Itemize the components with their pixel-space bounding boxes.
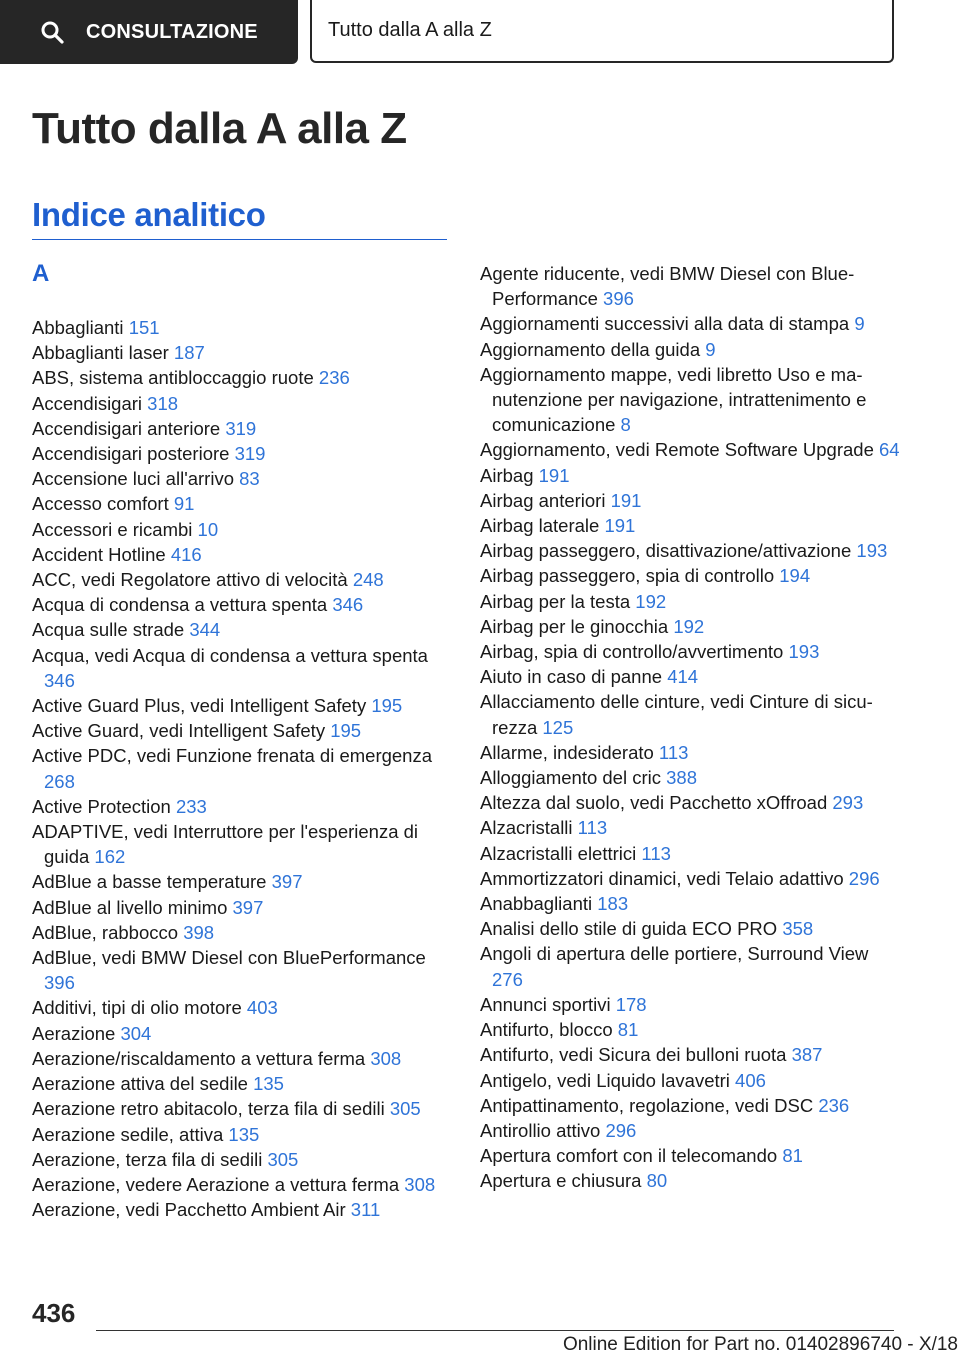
entry-page-link[interactable]: 194 bbox=[779, 565, 811, 587]
entry-page-link[interactable]: 192 bbox=[635, 590, 667, 612]
entry-text: Aggiornamenti successivi alla data di stampa bbox=[480, 313, 850, 335]
entry-text: Accident Hotline bbox=[32, 543, 166, 565]
entry-text: Active Guard, vedi Intelligent Safety bbox=[32, 720, 326, 742]
breadcrumb: Tutto dalla A alla Z bbox=[328, 19, 492, 41]
entry-text: Alzacristalli elettrici bbox=[480, 842, 637, 864]
entry-text: Acqua sulle strade bbox=[32, 619, 185, 641]
entry-text: Antipattinamento, regolazione, vedi DSC bbox=[480, 1094, 814, 1116]
entry-page-link[interactable]: 83 bbox=[239, 468, 260, 490]
entry-page-link[interactable]: 9 bbox=[705, 338, 716, 360]
entry-page-link[interactable]: 293 bbox=[832, 792, 864, 814]
entry-text: Ammortizzatori dinamici, vedi Telaio adattivo bbox=[480, 867, 844, 889]
entry-page-link[interactable]: 192 bbox=[673, 615, 705, 637]
index-entry bbox=[32, 895, 452, 920]
index-entry bbox=[480, 362, 900, 438]
entry-text: Aerazione retro abitacolo, terza fila di sedili bbox=[32, 1098, 385, 1120]
entry-page-link[interactable]: 191 bbox=[604, 515, 636, 537]
index-entry bbox=[480, 1068, 900, 1093]
index-entry bbox=[32, 1021, 452, 1046]
entry-page-link[interactable]: 318 bbox=[147, 392, 179, 414]
entry-page-link[interactable]: 178 bbox=[615, 993, 647, 1015]
index-entry bbox=[480, 463, 900, 488]
entry-page-link[interactable]: 80 bbox=[646, 1170, 668, 1192]
entry-page-link[interactable]: 319 bbox=[225, 417, 257, 439]
entry-page-link[interactable]: 403 bbox=[246, 997, 278, 1019]
index-entry bbox=[32, 542, 452, 567]
index-entry bbox=[480, 689, 900, 739]
index-entry bbox=[480, 1118, 900, 1143]
index-entry bbox=[32, 441, 452, 466]
index-entry bbox=[480, 538, 900, 563]
index-entry bbox=[480, 311, 900, 336]
entry-page-link[interactable]: 135 bbox=[228, 1123, 260, 1145]
index-entry bbox=[32, 869, 452, 894]
entry-page-link[interactable]: 183 bbox=[597, 893, 629, 915]
index-entry bbox=[32, 920, 452, 945]
index-entry bbox=[32, 819, 452, 869]
index-entry bbox=[32, 592, 452, 617]
entry-text: Active Guard Plus, vedi Intelligent Safety bbox=[32, 695, 367, 717]
entry-page-link[interactable]: 8 bbox=[620, 414, 631, 436]
index-entry bbox=[32, 995, 452, 1020]
index-entry bbox=[32, 1096, 452, 1121]
entry-page-link[interactable]: 236 bbox=[818, 1094, 850, 1116]
entry-page-link[interactable]: 387 bbox=[791, 1044, 823, 1066]
entry-page-link[interactable]: 81 bbox=[782, 1145, 803, 1167]
entry-page-link[interactable]: 248 bbox=[352, 569, 384, 591]
entry-page-link[interactable]: 64 bbox=[879, 439, 900, 461]
entry-page-link[interactable]: 113 bbox=[641, 842, 671, 864]
index-entry bbox=[32, 1122, 452, 1147]
index-entry bbox=[32, 567, 452, 592]
entry-page-link[interactable]: 346 bbox=[332, 594, 364, 616]
entry-page-link[interactable]: 151 bbox=[128, 317, 160, 338]
entry-text: Active PDC, vedi Funzione frenata di emergenza bbox=[32, 745, 433, 767]
entry-text: Accendisigari anteriore bbox=[32, 417, 221, 439]
entry-text: AdBlue a basse temperature bbox=[32, 871, 267, 893]
entry-page-link[interactable]: 191 bbox=[610, 489, 642, 511]
entry-page-link[interactable]: 125 bbox=[542, 716, 574, 738]
entry-page-link[interactable]: 193 bbox=[856, 540, 888, 562]
entry-text: Aerazione, vedi Pacchetto Ambient Air bbox=[32, 1199, 346, 1221]
search-icon bbox=[40, 19, 66, 45]
entry-text: Accessori e ricambi bbox=[32, 518, 193, 540]
entry-page-link[interactable]: 308 bbox=[370, 1047, 402, 1069]
entry-text: Allacciamento delle cinture, vedi Cinture di sicurezza bbox=[480, 691, 873, 738]
entry-text: Additivi, tipi di olio motore bbox=[32, 997, 242, 1019]
index-entry bbox=[480, 841, 900, 866]
index-column-right bbox=[480, 261, 900, 1194]
entry-text: Altezza dal suolo, vedi Pacchetto xOffroad bbox=[480, 792, 828, 814]
entry-text: Allarme, indesiderato bbox=[480, 741, 654, 763]
entry-page-link[interactable]: 414 bbox=[667, 666, 699, 688]
entry-page-link[interactable]: 416 bbox=[170, 543, 202, 565]
index-entry bbox=[32, 1172, 452, 1197]
index-entry bbox=[480, 437, 900, 462]
section-title: Indice analitico bbox=[32, 196, 266, 233]
entry-text: Analisi dello stile di guida ECO PRO bbox=[480, 918, 778, 940]
entry-text: Acqua, vedi Acqua di condensa a vettura spenta bbox=[32, 644, 428, 666]
index-entry bbox=[32, 491, 452, 516]
entry-text: Alzacristalli bbox=[480, 817, 573, 839]
index-entry bbox=[32, 517, 452, 542]
entry-text: Accendisigari posteriore bbox=[32, 443, 230, 465]
index-entry bbox=[32, 743, 452, 793]
entry-text: Aggiornamento mappe, vedi libretto Uso e manutenzione per navigazione, intrattenimento e comunicazione bbox=[480, 363, 867, 436]
breadcrumb-tab[interactable] bbox=[310, 0, 894, 63]
index-entry bbox=[480, 589, 900, 614]
entry-text: Antifurto, vedi Sicura dei bulloni ruota bbox=[480, 1044, 787, 1066]
index-entry bbox=[480, 639, 900, 664]
entry-page-link[interactable]: 233 bbox=[175, 795, 207, 817]
entry-text: Airbag passeggero, spia di controllo bbox=[480, 565, 775, 587]
index-entry bbox=[480, 866, 900, 891]
index-entry bbox=[32, 1147, 452, 1172]
index-entry bbox=[480, 563, 900, 588]
entry-text: Airbag per le ginocchia bbox=[480, 615, 669, 637]
entry-text: Active Protection bbox=[32, 795, 171, 817]
entry-text: Aiuto in caso di panne bbox=[480, 666, 663, 688]
index-entry bbox=[480, 1093, 900, 1118]
entry-text: Annunci sportivi bbox=[480, 993, 611, 1015]
entry-page-link[interactable]: 81 bbox=[617, 1019, 639, 1041]
entry-page-link[interactable]: 308 bbox=[404, 1173, 436, 1195]
page-number: 436 bbox=[32, 1298, 76, 1328]
entry-text: AdBlue al livello minimo bbox=[32, 896, 228, 918]
index-entry bbox=[32, 365, 452, 390]
index-entry bbox=[32, 1071, 452, 1096]
entry-text: AdBlue, vedi BMW Diesel con BluePerformance bbox=[32, 947, 426, 969]
entry-text: Aggiornamento della guida bbox=[480, 338, 701, 360]
consultazione-tab[interactable] bbox=[0, 0, 298, 64]
entry-text: Aggiornamento, vedi Remote Software Upgrade bbox=[480, 439, 874, 461]
entry-text: Antigelo, vedi Liquido lavavetri bbox=[480, 1069, 730, 1091]
index-entry bbox=[480, 941, 900, 991]
entry-text: Abbaglianti laser bbox=[32, 342, 169, 364]
index-entry bbox=[480, 1042, 900, 1067]
entry-text: Agente riducente, vedi BMW Diesel con BluePerformance bbox=[480, 263, 855, 310]
index-entry bbox=[32, 340, 452, 365]
entry-page-link[interactable]: 193 bbox=[788, 641, 820, 663]
entry-text: Airbag, spia di controllo/avvertimento bbox=[480, 641, 784, 663]
entry-text: Aerazione sedile, attiva bbox=[32, 1123, 224, 1145]
entry-text: Abbaglianti bbox=[32, 317, 124, 338]
entry-text: Antifurto, blocco bbox=[480, 1019, 613, 1041]
entry-page-link[interactable]: 135 bbox=[253, 1073, 284, 1095]
entry-text: Anabbaglianti bbox=[480, 893, 593, 915]
entry-page-link[interactable]: 187 bbox=[173, 342, 205, 364]
entry-text: Accensione luci all'arrivo bbox=[32, 468, 234, 490]
index-entry bbox=[480, 261, 900, 311]
index-entry bbox=[480, 1168, 900, 1193]
index-entry bbox=[32, 643, 452, 693]
entry-page-link[interactable]: 276 bbox=[492, 968, 523, 990]
entry-page-link[interactable]: 191 bbox=[538, 464, 570, 486]
entry-page-link[interactable]: 396 bbox=[603, 288, 634, 310]
entry-page-link[interactable]: 236 bbox=[318, 367, 350, 389]
section-divider bbox=[32, 239, 447, 240]
entry-text: Aerazione, terza fila di sedili bbox=[32, 1148, 263, 1170]
index-entry bbox=[480, 790, 900, 815]
entry-text: ADAPTIVE, vedi Interruttore per l'esperienza di guida bbox=[32, 821, 419, 868]
entry-text: Antirollio attivo bbox=[480, 1119, 601, 1141]
index-entry bbox=[32, 718, 452, 743]
index-entry bbox=[32, 794, 452, 819]
entry-text: Aerazione, vedere Aerazione a vettura ferma bbox=[32, 1173, 400, 1195]
index-entry bbox=[480, 992, 900, 1017]
index-entry bbox=[480, 664, 900, 689]
index-entry bbox=[480, 614, 900, 639]
entry-page-link[interactable]: 304 bbox=[120, 1022, 152, 1044]
entry-page-link[interactable]: 319 bbox=[234, 443, 266, 465]
entry-page-link[interactable]: 10 bbox=[197, 518, 219, 540]
entry-page-link[interactable]: 91 bbox=[173, 493, 195, 515]
entry-page-link[interactable]: 406 bbox=[735, 1069, 766, 1091]
entry-page-link[interactable]: 296 bbox=[605, 1119, 637, 1141]
footer-edition: Online Edition for Part no. 01402896740 - X/18 bbox=[562, 1334, 958, 1355]
entry-text: Aerazione bbox=[32, 1022, 116, 1044]
entry-page-link[interactable]: 358 bbox=[782, 918, 814, 940]
index-letter: A bbox=[32, 260, 50, 287]
footer-divider bbox=[96, 1330, 894, 1331]
entry-text: Apertura comfort con il telecomando bbox=[480, 1145, 778, 1167]
entry-page-link[interactable]: 268 bbox=[44, 770, 75, 792]
entry-page-link[interactable]: 296 bbox=[848, 867, 880, 889]
entry-page-link[interactable]: 195 bbox=[371, 695, 403, 717]
index-entry bbox=[480, 1017, 900, 1042]
index-entry bbox=[480, 891, 900, 916]
entry-text: Alloggiamento del cric bbox=[480, 767, 661, 789]
entry-page-link[interactable]: 346 bbox=[44, 669, 75, 691]
index-entry bbox=[32, 617, 452, 642]
index-entry bbox=[480, 488, 900, 513]
entry-page-link[interactable]: 397 bbox=[271, 871, 303, 893]
entry-page-link[interactable]: 113 bbox=[577, 817, 608, 839]
index-entry bbox=[480, 765, 900, 790]
consultazione-label: CONSULTAZIONE bbox=[86, 20, 258, 43]
top-navigation-bar bbox=[0, 0, 960, 66]
index-entry bbox=[480, 1143, 900, 1168]
entry-page-link[interactable]: 397 bbox=[232, 896, 264, 918]
entry-text: Airbag anteriori bbox=[480, 489, 606, 511]
entry-text: ABS, sistema antibloccaggio ruote bbox=[32, 367, 314, 389]
index-entry bbox=[480, 740, 900, 765]
entry-page-link[interactable]: 305 bbox=[389, 1098, 421, 1120]
entry-text: Apertura e chiusura bbox=[480, 1170, 642, 1192]
index-entry bbox=[480, 916, 900, 941]
entry-page-link[interactable]: 311 bbox=[350, 1199, 381, 1221]
entry-text: Aerazione/riscaldamento a vettura ferma bbox=[32, 1047, 366, 1069]
entry-page-link[interactable]: 9 bbox=[854, 313, 865, 335]
entry-text: Angoli di apertura delle portiere, Surround View bbox=[480, 943, 869, 965]
entry-page-link[interactable]: 162 bbox=[94, 846, 126, 868]
entry-text: Airbag passeggero, disattivazione/attivazione bbox=[480, 540, 852, 562]
index-entry bbox=[32, 416, 452, 441]
index-entry bbox=[480, 815, 900, 840]
entry-page-link[interactable]: 195 bbox=[330, 720, 362, 742]
entry-text: ACC, vedi Regolatore attivo di velocità bbox=[32, 569, 348, 591]
index-entry bbox=[480, 337, 900, 362]
index-entry bbox=[32, 466, 452, 491]
index-entry bbox=[32, 1046, 452, 1071]
entry-text: Airbag per la testa bbox=[480, 590, 631, 612]
entry-page-link[interactable]: 113 bbox=[658, 741, 689, 763]
entry-text: Airbag bbox=[480, 464, 534, 486]
entry-page-link[interactable]: 344 bbox=[189, 619, 221, 641]
entry-text: Accendisigari bbox=[32, 392, 143, 414]
entry-text: Aerazione attiva del sedile bbox=[32, 1073, 248, 1095]
entry-text: Airbag laterale bbox=[480, 515, 600, 537]
entry-page-link[interactable]: 398 bbox=[183, 921, 215, 943]
index-entry bbox=[32, 945, 452, 995]
index-column-left bbox=[32, 315, 452, 1222]
index-entry bbox=[32, 693, 452, 718]
entry-page-link[interactable]: 388 bbox=[666, 767, 697, 789]
entry-text: Acqua di condensa a vettura spenta bbox=[32, 594, 328, 616]
entry-page-link[interactable]: 396 bbox=[44, 972, 75, 994]
entry-page-link[interactable]: 305 bbox=[267, 1148, 299, 1170]
page-title: Tutto dalla A alla Z bbox=[32, 104, 407, 153]
index-entry bbox=[32, 315, 452, 340]
index-entry bbox=[32, 391, 452, 416]
entry-text: AdBlue, rabbocco bbox=[32, 921, 179, 943]
index-entry bbox=[480, 513, 900, 538]
entry-text: Accesso comfort bbox=[32, 493, 169, 515]
index-entry bbox=[32, 1197, 452, 1222]
